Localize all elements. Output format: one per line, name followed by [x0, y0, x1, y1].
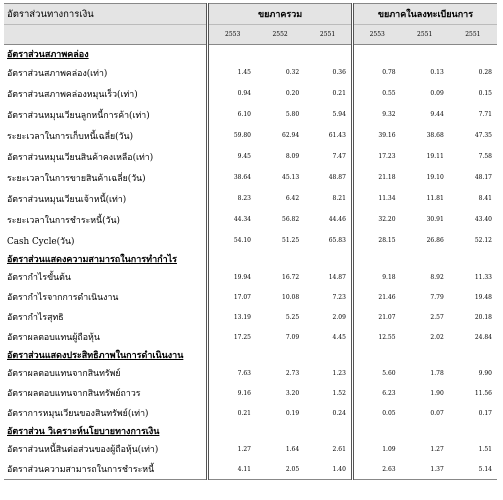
value-cell: 0.24 — [332, 409, 346, 417]
value-cell: 21.18 — [352, 167, 400, 188]
year-header: 2553 — [208, 25, 256, 45]
row-label: อัตราส่วนหมุนเวียนเจ้าหนี้(เท่า) — [7, 194, 127, 205]
value-cell: 17.07 — [208, 287, 256, 307]
value-cell: 8.21 — [332, 195, 346, 202]
section-spacer-cell — [256, 347, 304, 363]
value-cell: 19.10 — [426, 174, 444, 181]
value-cell: 2.61 — [332, 445, 346, 453]
table-row — [4, 459, 497, 480]
table-row — [4, 307, 497, 327]
value-cell: 0.13 — [430, 69, 444, 76]
value-cell: 5.60 — [352, 363, 400, 383]
value-cell: 7.47 — [332, 153, 346, 160]
value-cell: 59.80 — [208, 125, 256, 146]
table-row — [4, 403, 497, 423]
year-header: 2553 — [352, 25, 400, 45]
value-cell: 0.32 — [285, 69, 300, 76]
ratio-table-container — [4, 3, 497, 480]
value-cell: 6.10 — [208, 104, 256, 125]
value-cell: 2.02 — [430, 333, 444, 341]
value-cell: 21.07 — [352, 307, 400, 327]
value-cell: 9.45 — [208, 146, 256, 167]
section-spacer-cell — [401, 251, 449, 267]
section-spacer-cell — [352, 45, 400, 63]
value-cell: 39.16 — [352, 125, 400, 146]
value-cell: 47.35 — [474, 132, 492, 139]
value-cell: 0.19 — [285, 409, 300, 417]
value-cell: 0.28 — [478, 69, 492, 76]
table-row — [4, 230, 497, 251]
row-label: ระยะเวลาในการขายสินค้าเฉลี่ย(วัน) — [7, 173, 146, 184]
row-label: อัตราการหมุนเวียนของสินทรัพย์(เท่า) — [7, 409, 149, 419]
value-cell: 45.13 — [282, 174, 300, 181]
value-cell: 1.09 — [352, 439, 400, 459]
value-cell: 12.55 — [352, 327, 400, 347]
value-cell: 8.41 — [478, 195, 492, 202]
value-cell: 1.64 — [285, 445, 300, 453]
row-label: อัตราส่วนสภาพคล่อง(เท่า) — [7, 68, 108, 79]
value-cell: 0.21 — [332, 90, 346, 97]
value-cell: 7.71 — [478, 111, 492, 118]
row-label: อัตรากำไรสุทธิ — [7, 313, 64, 323]
row-label: อัตราผลตอบแทนจากสินทรัพย์ — [7, 369, 121, 379]
value-cell: 56.82 — [282, 216, 300, 223]
value-cell: 17.25 — [208, 327, 256, 347]
value-cell: 13.19 — [208, 307, 256, 327]
table-row — [4, 267, 497, 287]
value-cell: 0.20 — [285, 90, 300, 97]
section-spacer-cell — [304, 347, 352, 363]
value-cell: 44.34 — [208, 209, 256, 230]
value-cell: 0.55 — [352, 83, 400, 104]
value-cell: 0.07 — [430, 409, 444, 417]
section-title: อัตราส่วนแสดงความสามารถในการทำกำไร — [7, 255, 177, 265]
value-cell: 38.68 — [426, 132, 444, 139]
year-header: 2551 — [401, 25, 449, 45]
value-cell: 44.46 — [328, 216, 346, 223]
row-label: Cash Cycle(วัน) — [7, 236, 75, 247]
table-row — [4, 363, 497, 383]
value-cell: 1.40 — [304, 459, 352, 480]
value-cell: 4.45 — [332, 333, 346, 341]
value-cell: 7.09 — [285, 333, 300, 341]
year-header-row — [4, 25, 497, 45]
value-cell: 11.33 — [474, 273, 492, 281]
section-header-row — [4, 347, 497, 363]
year-header: 2551 — [304, 25, 352, 45]
value-cell: 4.11 — [208, 459, 256, 480]
value-cell: 9.32 — [352, 104, 400, 125]
section-title: อัตราส่วนแสดงประสิทธิภาพในการดำเนินงาน — [7, 351, 184, 361]
value-cell: 6.42 — [285, 195, 300, 202]
section-spacer-cell — [208, 347, 256, 363]
value-cell: 2.63 — [352, 459, 400, 480]
financial-ratio-table — [4, 3, 497, 480]
section-spacer-cell — [401, 347, 449, 363]
value-cell: 0.17 — [478, 409, 492, 417]
value-cell: 51.25 — [282, 237, 300, 244]
table-row — [4, 62, 497, 83]
row-label: อัตราผลตอบแทนจากสินทรัพย์ถาวร — [7, 389, 141, 399]
value-cell: 11.56 — [474, 389, 492, 397]
value-cell: 24.84 — [474, 333, 492, 341]
value-cell: 0.36 — [332, 69, 346, 76]
value-cell: 0.78 — [352, 62, 400, 83]
value-cell: 7.63 — [208, 363, 256, 383]
value-cell: 2.05 — [256, 459, 304, 480]
section-title: อัตราส่วน วิเคราะห์นโยบายทางการเงิน — [7, 427, 160, 437]
value-cell: 8.23 — [208, 188, 256, 209]
section-header-row — [4, 423, 497, 439]
value-cell: 5.25 — [285, 313, 300, 321]
section-spacer-cell — [256, 423, 304, 439]
value-cell: 2.09 — [332, 313, 346, 321]
value-cell: 9.16 — [208, 383, 256, 403]
value-cell: 9.18 — [352, 267, 400, 287]
section-spacer-cell — [208, 251, 256, 267]
value-cell: 52.12 — [474, 237, 492, 244]
value-cell: 9.90 — [478, 369, 492, 377]
value-cell: 7.79 — [430, 293, 444, 301]
table-row — [4, 327, 497, 347]
table-row — [4, 209, 497, 230]
section-spacer-cell — [449, 251, 497, 267]
section-spacer-cell — [352, 423, 400, 439]
section-spacer-cell — [401, 423, 449, 439]
section-spacer-cell — [304, 45, 352, 63]
section-header-row — [4, 251, 497, 267]
row-label: อัตราส่วนสภาพคล่องหมุนเร็ว(เท่า) — [7, 89, 138, 100]
value-cell: 0.05 — [352, 403, 400, 423]
table-row — [4, 439, 497, 459]
section-spacer-cell — [256, 251, 304, 267]
value-cell: 11.81 — [426, 195, 444, 202]
value-cell: 11.34 — [352, 188, 400, 209]
value-cell: 19.48 — [474, 293, 492, 301]
section-spacer-cell — [304, 251, 352, 267]
value-cell: 28.15 — [352, 230, 400, 251]
row-label: อัตราส่วนความสามารถในการชำระหนี้ — [4, 459, 208, 480]
value-cell: 14.87 — [328, 273, 346, 281]
year-header: 2551 — [449, 25, 497, 45]
value-cell: 32.20 — [352, 209, 400, 230]
table-body — [4, 45, 497, 480]
value-cell: 1.52 — [332, 389, 346, 397]
value-cell: 19.94 — [208, 267, 256, 287]
value-cell: 7.23 — [332, 293, 346, 301]
table-row — [4, 167, 497, 188]
section-spacer-cell — [304, 423, 352, 439]
table-row — [4, 83, 497, 104]
value-cell: 2.57 — [430, 313, 444, 321]
value-cell: 1.23 — [332, 369, 346, 377]
value-cell: 1.27 — [208, 439, 256, 459]
section-spacer-cell — [449, 347, 497, 363]
year-header-spacer — [4, 25, 208, 45]
value-cell: 1.90 — [430, 389, 444, 397]
value-cell: 3.20 — [285, 389, 300, 397]
table-row — [4, 125, 497, 146]
value-cell: 5.80 — [285, 111, 300, 118]
value-cell: 10.08 — [282, 293, 300, 301]
section-spacer-cell — [208, 45, 256, 63]
section-spacer-cell — [401, 45, 449, 63]
value-cell: 43.40 — [474, 216, 492, 223]
row-label: ระยะเวลาในการชำระหนี้(วัน) — [7, 215, 120, 226]
section-spacer-cell — [256, 45, 304, 63]
table-row — [4, 104, 497, 125]
value-cell: 5.94 — [332, 111, 346, 118]
row-label: อัตราส่วนหมุนเวียนสินค้าคงเหลือ(เท่า) — [7, 152, 154, 163]
header-row — [4, 4, 497, 25]
header-label: อัตราส่วนทางการเงิน — [4, 4, 208, 25]
value-cell: 2.73 — [285, 369, 300, 377]
value-cell: 48.17 — [474, 174, 492, 181]
row-label: อัตรากำไรขั้นต้น — [7, 273, 71, 283]
value-cell: 30.91 — [426, 216, 444, 223]
value-cell: 1.37 — [401, 459, 449, 480]
value-cell: 62.94 — [282, 132, 300, 139]
section-spacer-cell — [352, 251, 400, 267]
value-cell: 17.23 — [352, 146, 400, 167]
value-cell: 61.43 — [328, 132, 346, 139]
value-cell: 26.86 — [426, 237, 444, 244]
value-cell: 0.15 — [478, 90, 492, 97]
value-cell: 9.44 — [430, 111, 444, 118]
table-row — [4, 287, 497, 307]
section-title: อัตราส่วนสภาพคล่อง — [7, 49, 89, 60]
value-cell: 19.11 — [426, 153, 444, 160]
row-label: อัตราผลตอบแทนผู้ถือหุ้น — [7, 333, 100, 343]
value-cell: 1.51 — [478, 445, 492, 453]
table-row — [4, 383, 497, 403]
value-cell: 65.83 — [328, 237, 346, 244]
value-cell: 8.92 — [430, 273, 444, 281]
section-spacer-cell — [449, 45, 497, 63]
value-cell: 21.46 — [352, 287, 400, 307]
value-cell: 20.18 — [474, 313, 492, 321]
row-label: อัตราส่วนหนี้สินต่อส่วนของผู้ถือหุ้น(เท่า) — [7, 445, 159, 455]
value-cell: 16.72 — [282, 273, 300, 281]
table-row — [4, 188, 497, 209]
value-cell: 0.94 — [208, 83, 256, 104]
section-spacer-cell — [208, 423, 256, 439]
header-group-sub: ขยภาคในลงทะเบียนการ — [352, 4, 497, 25]
value-cell: 1.45 — [208, 62, 256, 83]
row-label: ระยะเวลาในการเก็บหนี้เฉลี่ย(วัน) — [7, 131, 133, 142]
value-cell: 54.10 — [208, 230, 256, 251]
table-row — [4, 146, 497, 167]
value-cell: 0.09 — [430, 90, 444, 97]
section-header-row — [4, 45, 497, 63]
header-group-total: ขยภาครวม — [208, 4, 353, 25]
section-spacer-cell — [449, 423, 497, 439]
section-spacer-cell — [352, 347, 400, 363]
value-cell: 38.64 — [208, 167, 256, 188]
value-cell: 5.14 — [449, 459, 497, 480]
value-cell: 0.21 — [208, 403, 256, 423]
value-cell: 48.87 — [328, 174, 346, 181]
value-cell: 7.58 — [478, 153, 492, 160]
value-cell: 6.23 — [352, 383, 400, 403]
value-cell: 1.78 — [430, 369, 444, 377]
value-cell: 1.27 — [430, 445, 444, 453]
row-label: อัตราส่วนหมุนเวียนลูกหนี้การค้า(เท่า) — [7, 110, 150, 121]
value-cell: 8.09 — [285, 153, 300, 160]
row-label: อัตรากำไรจากการดำเนินงาน — [7, 293, 119, 303]
year-header: 2552 — [256, 25, 304, 45]
